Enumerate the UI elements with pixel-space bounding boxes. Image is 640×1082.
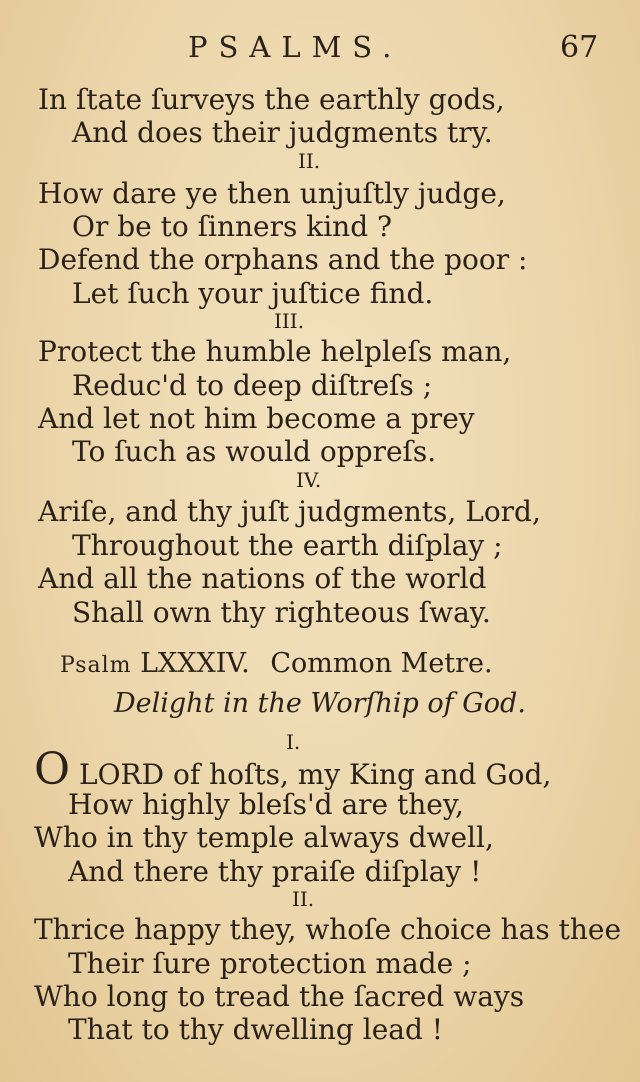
verse-line: To ſuch as would oppreſs.	[72, 435, 437, 468]
running-title: PSALMS.	[188, 30, 403, 64]
verse-line: And let not him become a prey	[38, 402, 475, 435]
verse-line: Who long to tread the ſacred ways	[34, 980, 525, 1013]
verse-line: How dare ye then unjuſtly judge,	[38, 177, 506, 210]
psalm-heading	[60, 648, 493, 679]
psalm-subtitle: Delight in the Worſhip of God.	[114, 688, 526, 719]
verse-line: Thrice happy they, whoſe choice has thee	[34, 913, 622, 946]
verse-line: Reduc'd to deep diſtreſs ;	[72, 369, 433, 402]
psalm-number: LXXXIV.	[140, 648, 250, 679]
verse-line: And does their judgments try.	[72, 116, 493, 149]
verse-line-first	[34, 744, 552, 795]
verse-line: And all the nations of the world	[38, 562, 487, 595]
page-header	[0, 30, 640, 70]
verse-line: Their ſure protection made ;	[68, 947, 472, 980]
verse-line: Defend the orphans and the poor :	[38, 243, 528, 276]
page-number: 67	[560, 30, 599, 65]
verse-line: How highly bleſs'd are they,	[68, 788, 464, 821]
verse-line: Who in thy temple always dwell,	[34, 821, 494, 854]
verse-line: Shall own thy righteous ſway.	[72, 596, 491, 629]
drop-cap: O	[34, 744, 71, 795]
verse-line: And there thy praiſe diſplay !	[68, 855, 482, 888]
stanza-numeral: II.	[292, 887, 315, 911]
verse-line: Let ſuch your juſtice find.	[72, 277, 434, 310]
verse-line-text: LORD of hoſts, my King and God,	[78, 758, 552, 791]
stanza-numeral: IV.	[296, 468, 322, 492]
verse-line: That to thy dwelling lead !	[68, 1013, 444, 1046]
verse-line: Protect the humble helpleſs man,	[38, 335, 512, 368]
psalm-metre: Common Metre.	[270, 648, 493, 679]
verse-line: In ſtate ſurveys the earthly gods,	[38, 83, 505, 116]
psalm-word: Psalm	[60, 653, 132, 678]
stanza-numeral: II.	[298, 149, 321, 173]
stanza-numeral: III.	[274, 309, 305, 333]
verse-line: Throughout the earth diſplay ;	[72, 529, 503, 562]
stanza-numeral: I.	[286, 730, 301, 754]
verse-line: Ariſe, and thy juſt judgments, Lord,	[38, 495, 541, 528]
verse-line: Or be to ſinners kind ?	[72, 210, 393, 243]
